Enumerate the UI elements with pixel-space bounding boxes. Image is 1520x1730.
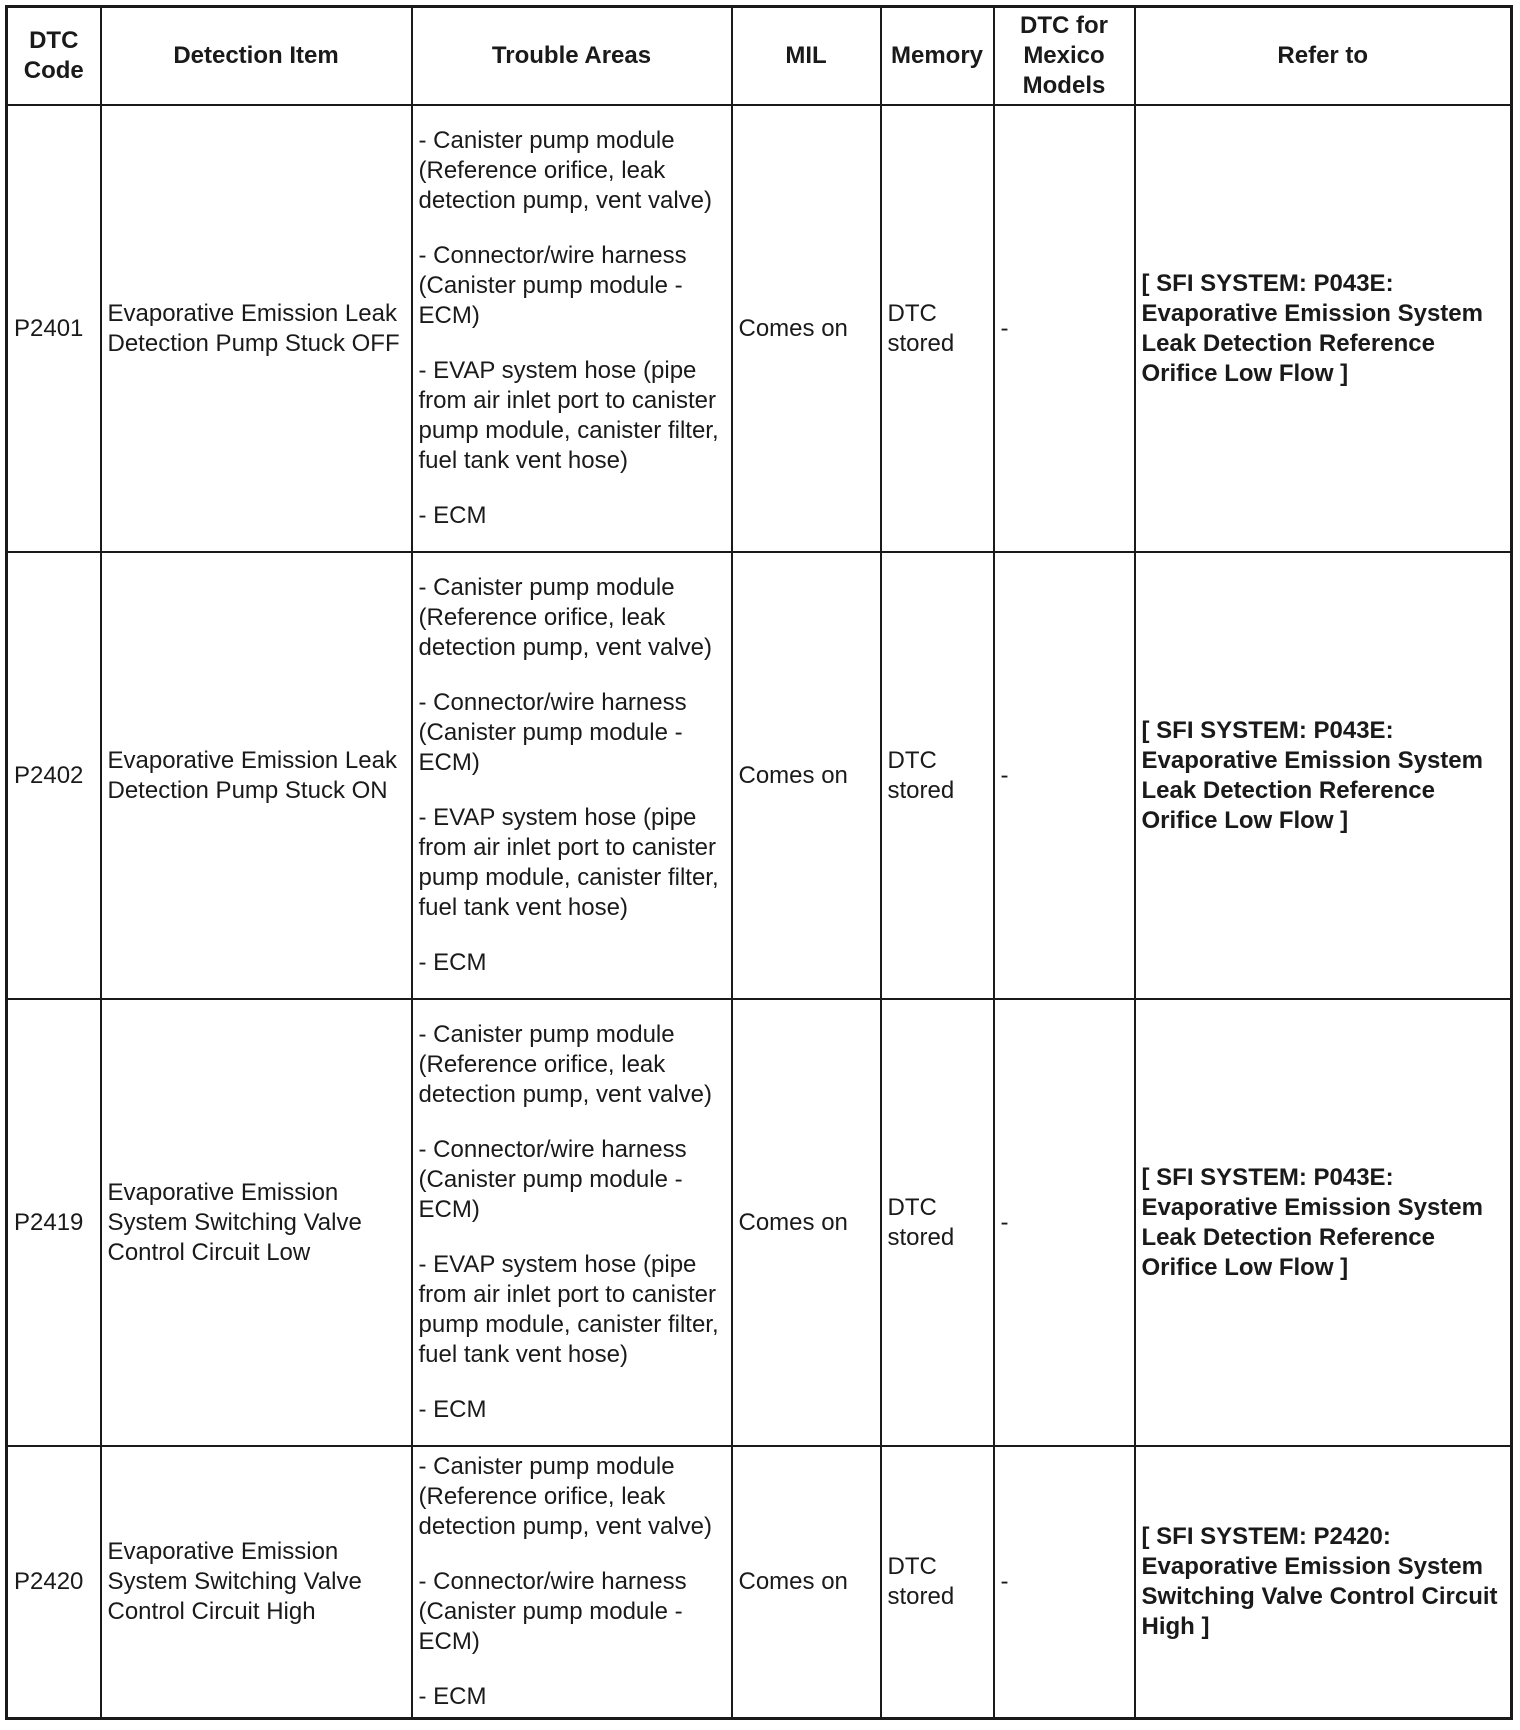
trouble-area-item: - Canister pump module (Reference orifice, leak detection pump, vent valve) bbox=[418, 127, 712, 214]
header-memory: Memory bbox=[881, 7, 994, 106]
trouble-area-item: - ECM bbox=[418, 502, 487, 529]
table-row bbox=[7, 552, 1512, 999]
header-trouble-areas: Trouble Areas bbox=[412, 7, 732, 106]
trouble-area-item: - EVAP system hose (pipe from air inlet port to canister pump module, canister filter, fuel tank vent hose) bbox=[418, 804, 719, 921]
detection-item-cell: Evaporative Emission Leak Detection Pump Stuck ON bbox=[101, 552, 412, 999]
trouble-area-item: - Canister pump module (Reference orifice, leak detection pump, vent valve) bbox=[418, 1021, 712, 1108]
header-detection-item: Detection Item bbox=[101, 7, 412, 106]
trouble-area-item: - Connector/wire harness (Canister pump module - ECM) bbox=[418, 1136, 687, 1223]
memory-cell: DTC stored bbox=[881, 105, 994, 552]
trouble-area-item: - Canister pump module (Reference orifice, leak detection pump, vent valve) bbox=[418, 574, 712, 661]
header-dtc-code: DTC Code bbox=[7, 7, 101, 106]
detection-item-cell: Evaporative Emission System Switching Valve Control Circuit High bbox=[101, 1446, 412, 1718]
refer-to-cell: [ SFI SYSTEM: P043E: Evaporative Emission System Leak Detection Reference Orifice Low Flow ] bbox=[1135, 552, 1512, 999]
dtc-code-cell: P2420 bbox=[7, 1446, 101, 1718]
dtc-code-cell: P2402 bbox=[7, 552, 101, 999]
memory-cell: DTC stored bbox=[881, 999, 994, 1446]
trouble-areas-cell bbox=[412, 1446, 732, 1718]
detection-item-cell: Evaporative Emission Leak Detection Pump Stuck OFF bbox=[101, 105, 412, 552]
trouble-area-item: - EVAP system hose (pipe from air inlet port to canister pump module, canister filter, fuel tank vent hose) bbox=[418, 1251, 719, 1368]
dtc-code-cell: P2419 bbox=[7, 999, 101, 1446]
trouble-areas-cell bbox=[412, 105, 732, 552]
mil-cell: Comes on bbox=[732, 105, 881, 552]
trouble-area-item: - Canister pump module (Reference orifice, leak detection pump, vent valve) bbox=[418, 1452, 712, 1540]
header-row bbox=[7, 7, 1512, 106]
refer-to-cell: [ SFI SYSTEM: P043E: Evaporative Emission System Leak Detection Reference Orifice Low Flow ] bbox=[1135, 999, 1512, 1446]
mil-cell: Comes on bbox=[732, 1446, 881, 1718]
trouble-area-item: - ECM bbox=[418, 1396, 487, 1423]
trouble-area-item: - ECM bbox=[418, 949, 487, 976]
header-mil: MIL bbox=[732, 7, 881, 106]
mexico-cell: - bbox=[994, 552, 1135, 999]
header-refer-to: Refer to bbox=[1135, 7, 1512, 106]
mil-cell: Comes on bbox=[732, 999, 881, 1446]
trouble-area-item: - Connector/wire harness (Canister pump module - ECM) bbox=[418, 689, 687, 776]
refer-to-cell: [ SFI SYSTEM: P043E: Evaporative Emission System Leak Detection Reference Orifice Low Flow ] bbox=[1135, 105, 1512, 552]
dtc-table bbox=[5, 5, 1513, 1720]
trouble-area-item: - EVAP system hose (pipe from air inlet port to canister pump module, canister filter, fuel tank vent hose) bbox=[418, 357, 719, 474]
trouble-area-item: - ECM bbox=[418, 1682, 487, 1710]
dtc-code-cell: P2401 bbox=[7, 105, 101, 552]
mexico-cell: - bbox=[994, 999, 1135, 1446]
table-row bbox=[7, 1446, 1512, 1718]
mil-cell: Comes on bbox=[732, 552, 881, 999]
mexico-cell: - bbox=[994, 105, 1135, 552]
header-dtc-mexico: DTC for Mexico Models bbox=[994, 7, 1135, 106]
refer-to-cell: [ SFI SYSTEM: P2420: Evaporative Emission System Switching Valve Control Circuit High ] bbox=[1135, 1446, 1512, 1718]
detection-item-cell: Evaporative Emission System Switching Valve Control Circuit Low bbox=[101, 999, 412, 1446]
trouble-areas-cell bbox=[412, 999, 732, 1446]
memory-cell: DTC stored bbox=[881, 1446, 994, 1718]
trouble-area-item: - Connector/wire harness (Canister pump module - ECM) bbox=[418, 242, 687, 329]
trouble-area-item: - Connector/wire harness (Canister pump module - ECM) bbox=[418, 1567, 687, 1655]
table-row bbox=[7, 105, 1512, 552]
table-row bbox=[7, 999, 1512, 1446]
trouble-areas-cell bbox=[412, 552, 732, 999]
mexico-cell: - bbox=[994, 1446, 1135, 1718]
memory-cell: DTC stored bbox=[881, 552, 994, 999]
